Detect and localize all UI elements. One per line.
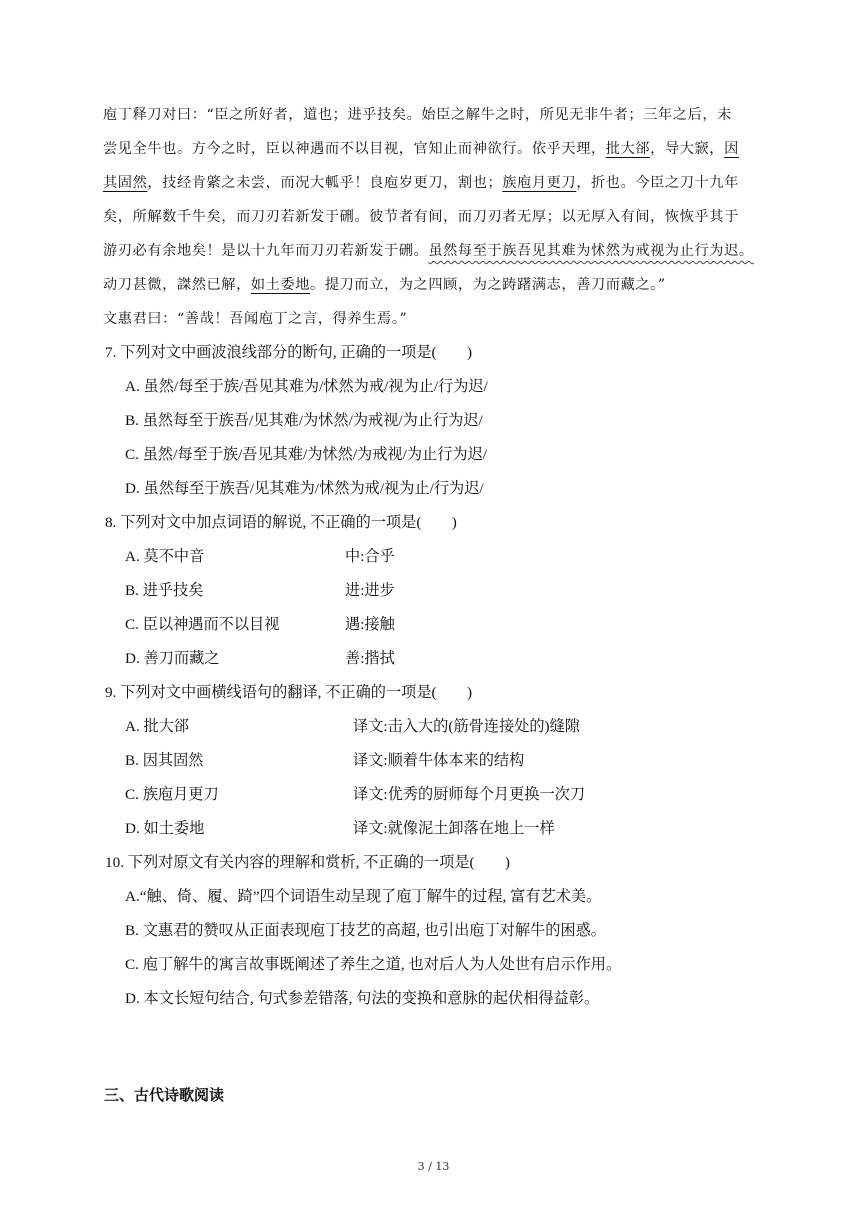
- question-9-option: D. 如土委地 译文:就像泥土卸落在地上一样: [125, 820, 555, 837]
- question-7-option: A. 虽然/每至于族/吾见其难为/怵然为戒/视为止/行为迟/: [125, 378, 488, 395]
- passage-line: 其固然，技经肯綮之未尝，而况大軱乎！良庖岁更刀，割也；族庖月更刀，折也。今臣之刀十九年: [103, 175, 739, 191]
- question-8-option: C. 臣以神遇而不以目视 遇:接触: [125, 616, 395, 633]
- question-8-stem: 8. 下列对文中加点词语的解说, 不正确的一项是( ): [105, 514, 457, 531]
- wavy-underlined-sentence: 虽然每至于族吾见其难为怵然为戒视为止行为迟。: [428, 243, 754, 259]
- question-9-option: C. 族庖月更刀 译文:优秀的厨师每个月更换一次刀: [125, 786, 586, 803]
- underlined-phrase: 其固然: [103, 175, 148, 191]
- passage-text: [103, 98, 783, 336]
- passage-line: 游刃必有余地矣！是以十九年而刀刃若新发于硎。虽然每至于族吾见其难为怵然为戒视为止行为迟。: [103, 243, 754, 259]
- passage-line: 文惠君曰：“善哉！吾闻庖丁之言，得养生焉。”: [103, 311, 408, 327]
- question-10-option: D. 本文长短句结合, 句式参差错落, 句法的变换和意脉的起伏相得益彰。: [125, 990, 600, 1007]
- question-8-option: A. 莫不中音 中:合乎: [125, 548, 395, 565]
- question-10-option: A.“触、倚、履、踦”四个词语生动呈现了庖丁解牛的过程, 富有艺术美。: [125, 888, 602, 905]
- question-7-option: D. 虽然每至于族吾/见其难为/怵然为戒/视为止/行为迟/: [125, 480, 484, 497]
- passage-line: 庖丁释刀对曰：“臣之所好者，道也；进乎技矣。始臣之解牛之时，所见无非牛者；三年之后，未: [103, 107, 732, 123]
- question-7-option: C. 虽然/每至于族/吾见其难/为怵然/为戒视/为止行为迟/: [125, 446, 487, 463]
- question-9-stem: 9. 下列对文中画横线语句的翻译, 不正确的一项是( ): [105, 684, 473, 701]
- page-number: 3 / 13: [417, 1160, 450, 1173]
- section-heading: 三、古代诗歌阅读: [104, 1086, 225, 1104]
- question-8-option: B. 进乎技矣 进:进步: [125, 582, 395, 599]
- question-10-option: C. 庖丁解牛的寓言故事既阐述了养生之道, 也对后人为人处世有启示作用。: [125, 956, 622, 973]
- underlined-phrase: 族庖月更刀: [502, 175, 577, 191]
- questions: [105, 336, 805, 1016]
- passage-line: 尝见全牛也。方今之时，臣以神遇而不以目视，官知止而神欲行。依乎天理，批大郤，导大窾，因: [103, 141, 739, 157]
- question-10-stem: 10. 下列对原文有关内容的理解和赏析, 不正确的一项是( ): [105, 854, 510, 871]
- underlined-phrase: 批大郤: [605, 141, 651, 157]
- question-9-option: A. 批大郤 译文:击入大的(筋骨连接处的)缝隙: [125, 718, 580, 735]
- question-7-stem: 7. 下列对文中画波浪线部分的断句, 正确的一项是( ): [105, 344, 473, 361]
- question-8-option: D. 善刀而藏之 善:揩拭: [125, 650, 395, 667]
- question-7-option: B. 虽然每至于族吾/见其难/为怵然/为戒视/为止行为迟/: [125, 412, 483, 429]
- question-10-option: B. 文惠君的赞叹从正面表现庖丁技艺的高超, 也引出庖丁对解牛的困惑。: [125, 922, 606, 939]
- question-9-option: B. 因其固然 译文:顺着牛体本来的结构: [125, 752, 525, 769]
- passage-line: 矣，所解数千牛矣，而刀刃若新发于硎。彼节者有间，而刀刃者无厚；以无厚入有间，恢恢乎其于: [103, 209, 739, 225]
- passage-line: 动刀甚微，謋然已解，如土委地。提刀而立，为之四顾，为之踌躇满志，善刀而藏之。”: [103, 277, 666, 293]
- underlined-phrase: 如土委地: [250, 277, 311, 293]
- underlined-phrase: 因: [724, 141, 739, 157]
